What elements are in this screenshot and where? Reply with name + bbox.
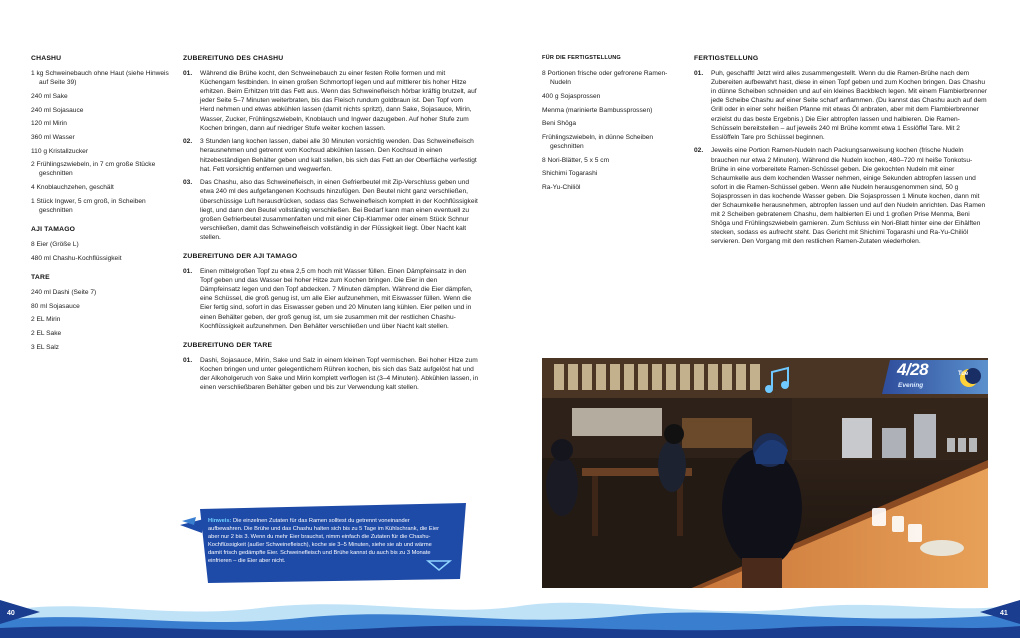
- step-text: Einen mittelgroßen Topf zu etwa 2,5 cm hoch mit Wasser füllen. Einen Dämpfeinsatz in den Topf geben und das Wasser bei hoher Hitze zum Kochen bringen. Die Eier in den Dämpfeinsatz legen und den Topf abdecken. 7 Minuten dämpfen. Während die Eier dämpfen, eine Schüssel, die groß genug ist, um alle Eier aufzunehmen, mit Eiswasser füllen. Wenn die Eier fertig sind, sofort in das Eiswasser geben und 20 Minuten lang kühlen. Eier pellen und in einen Behälter geben, der groß genug ist, um sie zusammen mit der restlichen Chashu-Kochflüssigkeit aufzunehmen. Den Behälter verschließen und über Nacht kalt stellen.: [200, 268, 473, 330]
- assembly-steps: [694, 69, 988, 246]
- step-text: Puh, geschafft! Jetzt wird alles zusammengestellt. Wenn du die Ramen-Brühe nach dem Zubereiten aufbewahrt hast, diese in einen Topf geben und zum Kochen bringen. Das Chashu in dünne Scheiben schneiden und auf ein kleines Backblech legen. Mit einem Flambierbrenner jede Scheibe Chashu auf einer Seite scharf anflammen. (Du kannst das Chashu auch auf dem Grill oder in einer sehr heißen Pfanne mit etwas Öl anbraten, aber mit dem Flambierbrenner erzielst du das beste Ergebnis.) Die Eier abtropfen lassen und halbieren. Die Ramen-Schüsseln bereitstellen – auf jeweils 240 ml Brühe kommt etwa 1 Esslöffel Tare. Mit 2 Esslöffeln Tare pro Schüssel beginnen.: [711, 70, 988, 141]
- step-item: [694, 146, 988, 246]
- step-item: [183, 356, 479, 392]
- aji-tamago-ingredient-list: [31, 240, 173, 263]
- tare-heading: TARE: [31, 273, 50, 281]
- ingredient-item: 1 kg Schweinebauch ohne Haut (siehe Hinweis auf Seite 39): [31, 70, 169, 87]
- step-item: [183, 69, 479, 133]
- ingredient-item: 360 ml Wasser: [31, 133, 75, 141]
- hint-box: [178, 503, 468, 583]
- ingredient-item: 240 ml Sojasauce: [31, 106, 84, 114]
- step-text: 3 Stunden lang kochen lassen, dabei alle 30 Minuten vorsichtig wenden. Das Schweinefleisch herausnehmen und getrennt vom Kochsud abkühlen lassen. Den Kochsud in einen hitzebeständigen Behälter geben und kalt stellen, bis sich das Fett an der Oberfläche verfestigt hat. Fett vorsichtig entfernen und wegwerfen.: [200, 138, 477, 173]
- step-number: 03.: [183, 179, 193, 187]
- ingredient-item: 8 Nori-Blätter, 5 x 5 cm: [542, 156, 610, 164]
- step-text: Während die Brühe kocht, den Schweinebauch zu einer festen Rolle formen und mit Küchengarn festbinden. In einen großen Schmortopf legen und auf mittlerer bis hoher Hitze erhitzen. Beim Erhitzen tritt das Fett aus. Wenn das Schweinefleisch hörbar kräftig brutzelt, auf jeder Seite 5–7 Minuten weiterbraten, bis das Fleisch rundum goldbraun ist. Den Topf vom Herd nehmen und etwas abkühlen lassen (damit nichts spritzt), dann Sake, Sojasauce, Mirin, Wasser, Zucker, Frühlingszwiebeln, Knoblauch und Ingwer dazugeben. Auf hoher Stufe zum Kochen bringen, dann auf niedriger Stufe weiter kochen lassen.: [200, 70, 477, 132]
- chashu-ingredient-list: [31, 69, 173, 215]
- hud-day: Tue: [958, 371, 969, 377]
- aji-tamago-heading: AJI TAMAGO: [31, 225, 76, 233]
- step-item: [694, 69, 988, 142]
- game-screenshot-image: [542, 358, 988, 588]
- step-number: 01.: [183, 70, 193, 78]
- ingredient-item: 4 Knoblauchzehen, geschält: [31, 184, 114, 192]
- ingredient-item: 400 g Sojasprossen: [542, 92, 601, 100]
- ingredient-item: 110 g Kristallzucker: [31, 147, 89, 155]
- finishing-ingredients-column: [542, 54, 682, 197]
- aji-prep-heading: ZUBEREITUNG DER AJI TAMAGO: [183, 252, 298, 260]
- step-number: 01.: [694, 70, 704, 78]
- ingredient-item: 240 ml Sake: [31, 92, 68, 100]
- ingredient-item: 120 ml Mirin: [31, 120, 67, 128]
- hud-time-of-day: Evening: [898, 382, 924, 389]
- ingredient-item: 2 EL Sake: [31, 330, 62, 337]
- ingredient-item: 80 ml Sojasauce: [31, 302, 80, 310]
- step-item: [183, 267, 479, 331]
- chashu-steps: [183, 69, 479, 242]
- ingredient-item: 2 EL Mirin: [31, 316, 61, 324]
- page-number-left: 40: [7, 610, 15, 617]
- hud-date: 4/28: [897, 360, 929, 379]
- tare-ingredient-list: [31, 288, 173, 352]
- ingredient-item: Shichimi Togarashi: [542, 170, 598, 178]
- ingredient-item: Beni Shōga: [542, 120, 577, 128]
- finishing-ingredient-list: [542, 69, 682, 192]
- preparation-column: [183, 54, 479, 397]
- step-item: [183, 137, 479, 173]
- step-item: [183, 178, 479, 242]
- step-number: 02.: [183, 138, 193, 146]
- hint-text: [208, 517, 440, 565]
- ingredient-item: 1 Stück Ingwer, 5 cm groß, in Scheiben geschnitten: [31, 197, 146, 214]
- hint-body: Die einzelnen Zutaten für das Ramen solltest du getrennt voneinander aufbewahren. Die Brühe und das Chashu halten sich bis zu 5 Tage im Kühlschrank, die Eier aber nur 2 bis 3. Wenn du mehr Eier brauchst, nimm einfach die Zutaten für die Chashu-Kochflüssigkeit (außer Schweinefleisch), koche sie 3–5 Minuten, siehe sie ab und wärme damit frisch gedämpfte Eier. Schweinefleisch und Brühe kannst du auch bis zu 3 Monate einfrieren – die Eier aber nicht.: [208, 518, 440, 564]
- tare-prep-heading: ZUBEREITUNG DER TARE: [183, 341, 273, 349]
- finishing-ingredients-heading: FÜR DIE FERTIGSTELLUNG: [542, 55, 621, 61]
- assembly-heading: FERTIGSTELLUNG: [694, 55, 759, 62]
- ingredient-item: 3 EL Salz: [31, 343, 59, 351]
- step-number: 01.: [183, 356, 193, 364]
- chashu-prep-heading: ZUBEREITUNG DES CHASHU: [183, 55, 284, 62]
- aji-steps: [183, 267, 479, 331]
- page-number-right: 41: [1000, 610, 1008, 617]
- step-text: Das Chashu, also das Schweinefleisch, in einen Gefrierbeutel mit Zip-Verschluss geben und etwa 240 ml des aufgefangenen Kochsuds hinzufügen. Den Beutel nicht ganz verschließen, überschüssige Luft herausdrücken, sodass das Schweinefleisch komplett in der Kochflüssigkeit liegt, und dann den Beutel vollständig verschließen. Bei Bedarf kann man einen eventuell zu großen Gefrierbeutel zusammenfalten und mit einer Clip-Klammer oder einem Stück Schnur verschließen, damit das Schweinefleisch vollständig in der Flüssigkeit liegt. Über Nacht kalt stellen.: [200, 179, 478, 241]
- ingredient-item: 8 Eier (Größe L): [31, 241, 79, 249]
- ingredients-column: [31, 54, 173, 356]
- assembly-column: [694, 54, 988, 251]
- tare-steps: [183, 356, 479, 392]
- ingredient-item: 8 Portionen frische oder gefrorene Ramen-Nudeln: [542, 70, 668, 87]
- ingredient-item: Menma (marinierte Bambussprossen): [542, 106, 653, 114]
- ingredient-item: 2 Frühlingszwiebeln, in 7 cm große Stücke geschnitten: [31, 161, 156, 178]
- step-text: Jeweils eine Portion Ramen-Nudeln nach Packungsanweisung kochen (frische Nudeln brauchen nur etwa 2 Minuten). Während die Nudeln kochen, 480–720 ml heiße Tonkotsu-Brühe in eine vorbereitete Ramen-Schüssel geben. Die gekochten Nudeln mit einer Schaumkelle aus dem kochenden Wasser nehmen, einige Sekunden abtropfen lassen und sofort in die Ramen-Schüssel geben. Wenn alle Nudeln herausgenommen sind, 50 g Sojasprossen in das kochende Wasser geben. Die Sojasprossen 1 Minute kochen, dann mit der Schaumkelle herausnehmen, abtropfen lassen und auf den Nudeln anrichten. Das Ramen mit 2 Scheiben gebratenem Chashu, dem halbierten Ei und 1 großen Prise Menma, Beni Shōga und Frühlingszwiebeln garnieren. Zum Schluss ein Nori-Blatt hinter eine der Eihälften stecken, sodass es aufrecht steht. Das Gericht mit Shichimi Togarashi und Ra-Yu-Chiliöl servieren. Den Vorgang mit den restlichen Ramen-Zutaten wiederholen.: [711, 147, 986, 246]
- chashu-heading: CHASHU: [31, 55, 62, 62]
- step-number: 01.: [183, 268, 193, 276]
- ramen-shop-scene: [542, 358, 988, 588]
- ingredient-item: 480 ml Chashu-Kochflüssigkeit: [31, 254, 122, 262]
- step-number: 02.: [694, 147, 704, 155]
- step-text: Dashi, Sojasauce, Mirin, Sake und Salz in einem kleinen Topf vermischen. Bei hoher Hitze zum Kochen bringen und unter gelegentlichem Rühren kochen, bis sich das Salz aufgelöst hat und der Alkoholgeruch von Sake und Mirin komplett verflogen ist (3–4 Minuten). Abkühlen lassen, in einen verschließbaren Behälter geben und bis zur Verwendung kalt stellen.: [200, 356, 479, 392]
- ingredient-item: 240 ml Dashi (Seite 7): [31, 288, 97, 296]
- ingredient-item: Frühlingszwiebeln, in dünne Scheiben geschnitten: [542, 133, 654, 151]
- ingredient-item: Ra-Yu-Chiliöl: [542, 184, 581, 192]
- hint-label: Hinweis:: [208, 518, 232, 524]
- footer-wave-decoration: [0, 590, 1020, 638]
